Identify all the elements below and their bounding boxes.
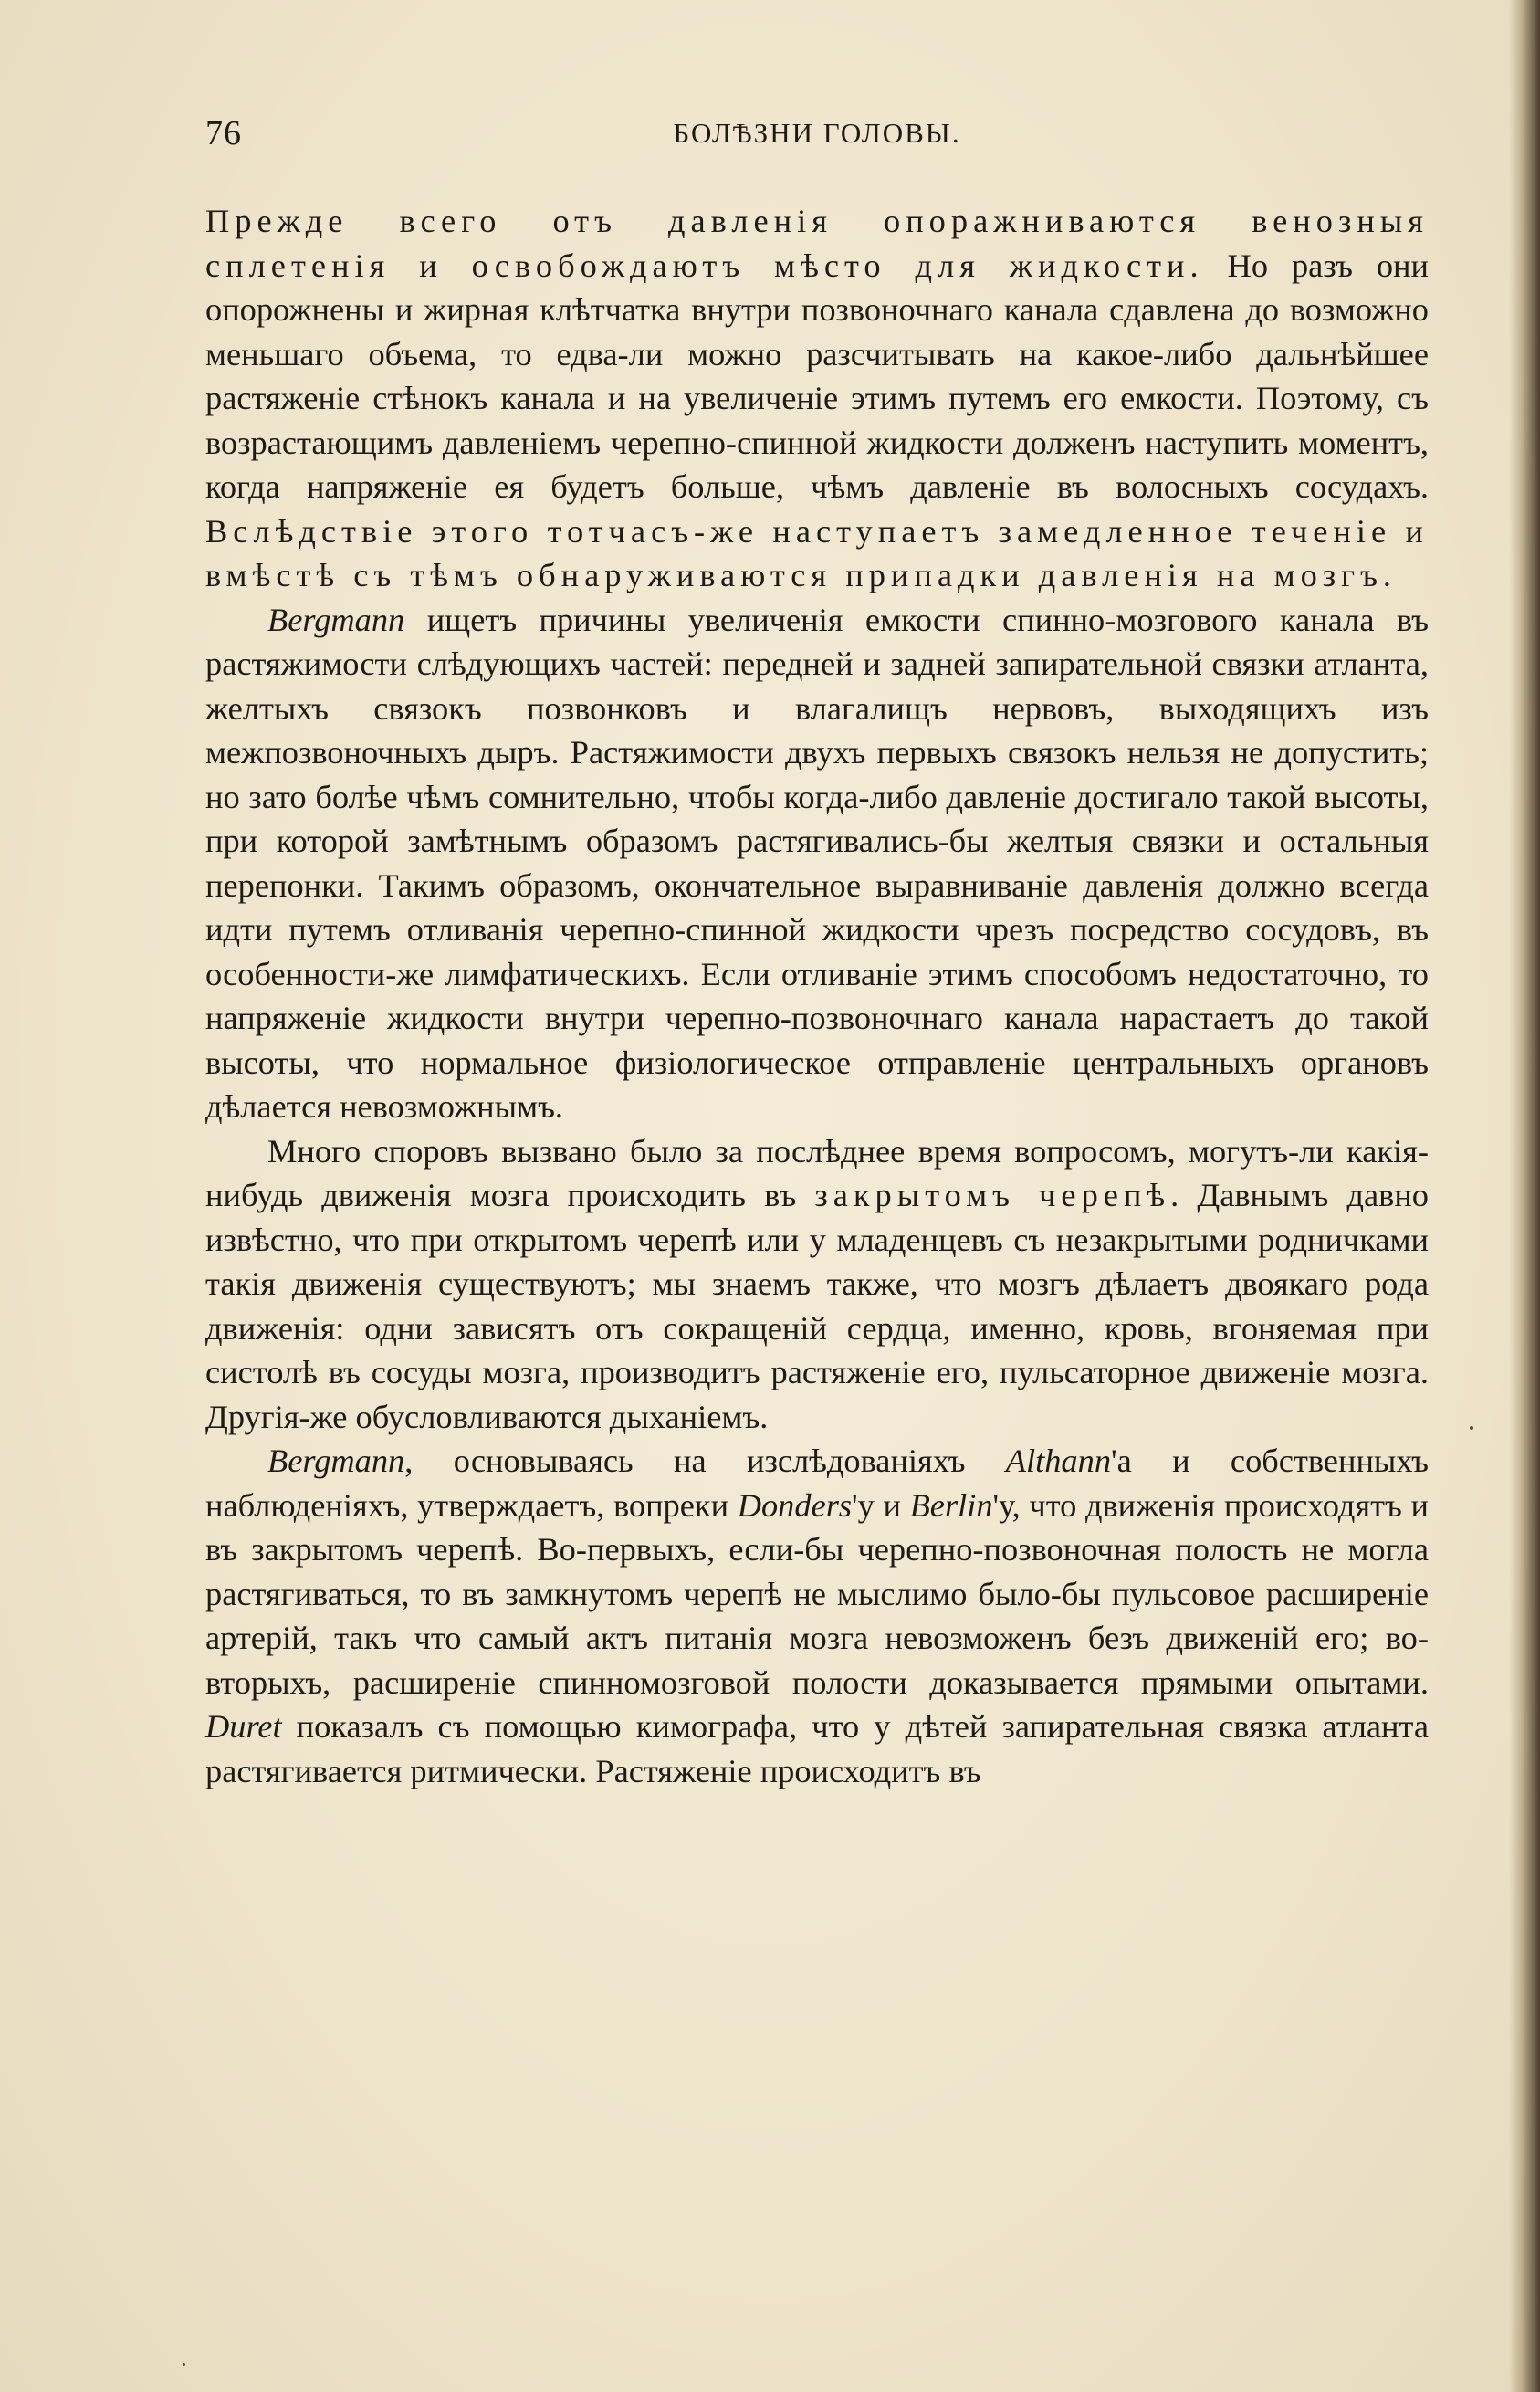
scan-speck bbox=[183, 2363, 185, 2366]
text-run: показалъ съ помощью кимографа, что у дѣтей запирательная связка атланта растягивается ритмически. Растяженіе происходитъ въ bbox=[205, 1708, 1429, 1789]
emphasized-text: Прежде всего отъ давленія опоражниваются венозныя сплетенія и освобождаютъ мѣсто для жидкости. bbox=[205, 203, 1429, 284]
paragraph bbox=[205, 1439, 1429, 1793]
emphasized-text: Вслѣдствіе этого тотчасъ-же наступаетъ замедленное теченіе и вмѣстѣ съ тѣмъ обнаруживаются припадки давленія на мозгъ. bbox=[205, 512, 1429, 593]
page-number: 76 bbox=[205, 114, 242, 152]
author-name: Bergmann bbox=[267, 601, 405, 638]
text-run: 'у, что движенія происходятъ и въ закрытомъ черепѣ. Во-первыхъ, если-бы черепно-позвоночная полость не могла растягиваться, то въ замкнутомъ черепѣ не мыслимо было-бы пульсовое расширеніе артерій, такъ что самый актъ питанія мозга невозможенъ безъ движеній его; во-вторыхъ, расширеніе спинномозговой полости доказывается прямыми опытами. bbox=[205, 1486, 1429, 1701]
author-name: Althann bbox=[1005, 1443, 1112, 1479]
text-run: , основываясь на изслѣдованіяхъ bbox=[404, 1443, 1006, 1479]
paragraph bbox=[205, 199, 1429, 598]
emphasized-text: закрытомъ черепѣ bbox=[814, 1177, 1171, 1213]
text-run: ищетъ причины увеличенія емкости спинно-мозгового канала въ растяжимости слѣдующихъ частей: передней и задней запирательной связки атланта, желтыхъ связокъ позвонковъ и влагалищъ нервовъ, выходящихъ изъ межпозвоночныхъ дыръ. Растяжимости двухъ первыхъ связокъ нельзя не допустить; но зато болѣе чѣмъ сомнительно, чтобы когда-либо давленіе достигало такой высоты, при которой замѣтнымъ образомъ растягивались-бы желтыя связки и остальныя перепонки. Такимъ образомъ, окончательное выравниваніе давленія должно всегда идти путемъ отливанія черепно-спинной жидкости чрезъ посредство сосудовъ, въ особенности-же лимфатическихъ. Если отливаніе этимъ способомъ недостаточно, то напряженіе жидкости внутри черепно-позвоночнаго канала нарастаетъ до такой высоты, что нормальное физіологическое отправленіе центральныхъ органовъ дѣлается невозможнымъ. bbox=[205, 601, 1429, 1125]
body-text bbox=[205, 199, 1429, 1793]
text-run: 'у и bbox=[852, 1486, 910, 1524]
author-name: Berlin bbox=[909, 1486, 993, 1524]
paragraph bbox=[205, 598, 1429, 1129]
author-name: Bergmann bbox=[267, 1443, 405, 1479]
text-run: 'а и собственныхъ наблюденіяхъ, утверждаетъ, вопреки bbox=[205, 1443, 1429, 1524]
text-run: Много споровъ вызвано было за послѣднее время вопросомъ, могутъ-ли какія-нибудь движенія мозга происходить въ bbox=[205, 1132, 1429, 1213]
scan-speck bbox=[1470, 1426, 1473, 1430]
text-run: Но разъ они опорожнены и жирная клѣтчатка внутри позвоночнаго канала сдавлена до возможно меньшаго объема, то едва-ли можно разсчитывать на какое-либо дальнѣйшее растяженіе стѣнокъ канала и на увеличеніе этимъ путемъ его емкости. Поэтому, съ возрастающимъ давленіемъ черепно-спинной жидкости долженъ наступить моментъ, когда напряженіе ея будетъ больше, чѣмъ давленіе въ волосныхъ сосудахъ. bbox=[205, 247, 1429, 505]
running-head: БОЛѢЗНИ ГОЛОВЫ. bbox=[673, 117, 961, 149]
page-header bbox=[205, 108, 1429, 163]
text-run: . Давнымъ давно извѣстно, что при открытомъ черепѣ или у младенцевъ съ незакрытыми родничками такія движенія существуютъ; мы знаемъ также, что мозгъ дѣлаетъ двоякаго рода движенія: одни зависятъ отъ сокращеній сердца, именно, кровь, вгоняемая при систолѣ въ сосуды мозга, производитъ растяженіе его, пульсаторное движеніе мозга. Другія-же обусловливаются дыханіемъ. bbox=[205, 1177, 1429, 1435]
page-edge-shadow bbox=[1509, 0, 1540, 2392]
author-name: Duret bbox=[205, 1708, 282, 1745]
paragraph bbox=[205, 1129, 1429, 1440]
author-name: Donders bbox=[737, 1486, 853, 1524]
